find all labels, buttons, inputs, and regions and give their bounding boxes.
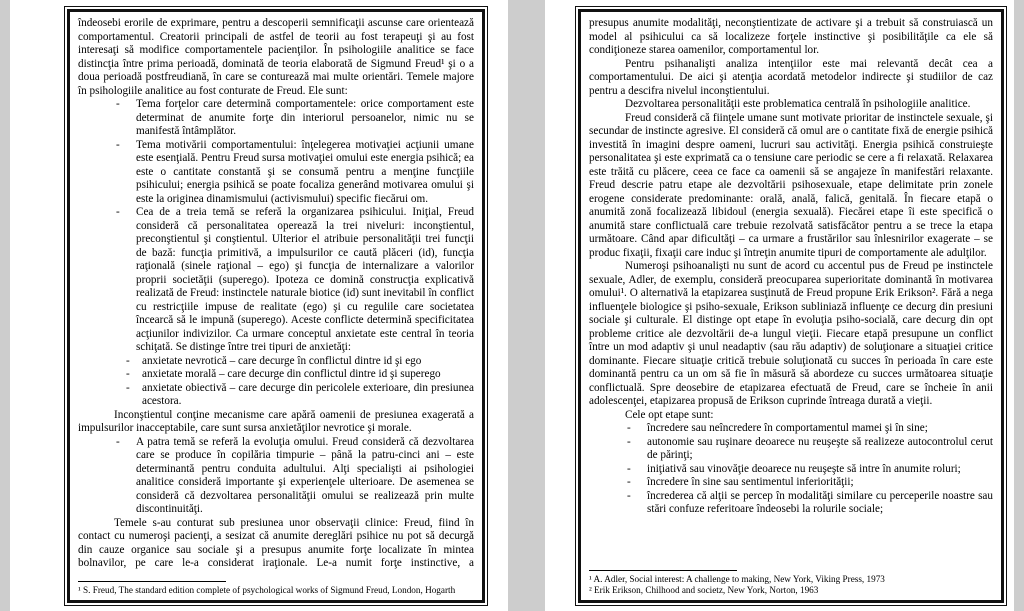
page-content-right [578,9,1004,603]
page-border-right [575,6,1007,606]
list-item-anxiety-2 [78,368,474,382]
list-item-stage-1 [589,422,993,436]
footnote-area-right [589,570,993,597]
list-item-stage-4 [589,476,993,490]
footnote-separator [78,581,226,582]
paragraph-freud-stages: Freud consideră că fiinţele umane sunt motivate prioritar de instinctele sexuale, şi secundar de instincte agresive. El consideră că omul are o cantitate fixă de energie psihică investită în imagini despre oameni, lucruri sau activităţi. Energia psihică construieşte personalitatea şi este exprimată ca o tensiune care periodic se cere a fi relaxată. Relaxarea este trăită cu plăcere, ceea ce face ca oamenii să se angajeze în manifestări relaxante. Freud descrie patru etape ale dezvoltării psihosexuale, etape delimitate prin zonele erogene considerate predominante: orală, anală, falică, genitală. În fiecare etapă o anumită zonă focalizează libidoul (energia sexuală). Fiecărei etape îi este specifică o anumită stare conflictuală care trebuie rezolvată satisfăcător pentru a se trece la etapa următoare. Când apar dificultăţi – ca urmare a frustărilor sau înlesnirilor exagerate – se produc fixaţii, fixaţii care induc şi întreţin anumite tipuri de comportamente ale adulţilor. [589,111,993,259]
paragraph-intro: îndeosebi erorile de exprimare, pentru a descoperii semnificaţii ascunse care orientează comportamentul. Creatorii principali de astfel de teorii au fost terapeuţi şi au fost interesaţi să modifice comportamentele pacienţilor. În psihologiile analitice se face distincţia între prima perioadă, dominată de teoria elaborată de Sigmund Freud¹ şi o a doua perioadă postfreudiană, în care se conturează mai multe orientări. Temele majore în psihologiile analitice au fost conturate de Freud. Ele sunt: [78,17,474,97]
list-item-text: Tema motivării comportamentului: înţelegerea motivaţiei acţiunii umane este esenţială. Pentru Freud sursa motivaţiei omului este energia psihică; ea este o cantitate constantă şi se consumă pentru a menţine funcţiile psihicului; energia psihică se poate focaliza generând motivarea omului şi este la originea dinamismului (activismului) specific fiecărui om. [136,138,474,205]
dash-bullet: - [126,381,130,394]
list-item-text: încrederea că alţii se percep în modalităţi similare cu perceperile noastre sau stări confuze referitoare îndeosebi la rolurile sociale; [647,489,993,515]
paragraph-stages-intro: Cele opt etape sunt: [625,408,714,421]
footnote-erikson: ² Erik Erikson, Chilhood and societz, New York, Norton, 1963 [589,585,819,596]
dash-bullet: - [116,206,120,218]
dash-bullet: - [116,138,120,151]
list-item-anxiety-1 [78,355,474,369]
list-item-text: Tema forţelor care determină comportamentele: orice comportament este determinat de anumite forţe din interiorul persoanelor, nimic nu se manifestă întâmplător. [136,98,474,137]
dash-bullet: - [126,354,130,367]
dash-bullet: - [627,435,631,448]
dash-bullet: - [116,435,120,448]
paragraph-unconscious: Inconştientul conţine mecanisme care apără oamenii de presiunea exagerată a impulsurilor inacceptabile, care sunt sursa anxietăţilor nevrotice şi morale. [78,408,474,434]
paragraph-closing: Temele s-au conturat sub presiunea unor observaţii clinice: Freud, fiind în contact cu numeroşi pacienţi, a sesizat că anumite dereglări psihice nu pot să decurgă din cauze organice sau sociale şi a presupus anumite forţe localizate în mintea bolnavilor, pe care le-a considerat iraţionale. Le-a numit forţe instinctive, a [78,516,474,569]
dash-bullet: - [627,489,631,502]
dash-bullet: - [627,462,631,475]
list-item-theme-3 [78,206,474,355]
list-item-theme-4 [78,436,474,517]
list-item-stage-2 [589,436,993,463]
list-item-text: încredere în sine sau sentimentul inferiorităţii; [647,476,854,488]
list-item-text: anxietate nevrotică – care decurge în conflictul dintre id şi ego [142,354,422,367]
list-item-text: anxietate morală – care decurge din conflictul dintre id şi superego [142,368,441,380]
dash-bullet: - [126,368,130,380]
list-item-text: anxietate obiectivă – care decurge din pericolele exterioare, din presiunea acestora. [142,381,474,407]
page-content-left [67,9,485,603]
footnote-freud: ¹ S. Freud, The standard edition complete of psychological works of Sigmund Freud, London, Hogarth [78,585,456,596]
list-item-theme-1 [78,98,474,139]
dash-bullet: - [627,476,631,488]
footnote-adler: ¹ A. Adler, Social interest: A challenge to making, New York, Viking Press, 1973 [589,573,885,584]
list-item-stage-5 [589,490,993,517]
list-item-text: iniţiativă sau vinovăţie deoarece nu reuşeşte să intre în anumite roluri; [647,462,961,475]
paragraph-development: Dezvoltarea personalităţii este problematica centrală în psihologiile analitice. [625,98,971,110]
document-page-right [545,0,1014,611]
paragraph-continuation: presupus anumite modalităţi, neconştientizate de activare şi a trebuit să construiască un model al psihicului ca să localizeze forţele instinctive şi posibilităţile ca ele să condiţioneze starea oamenilor, comportamentul lor. [589,17,993,56]
list-item-text: Cea de a treia temă se referă la organizarea psihicului. Iniţial, Freud consideră că personalitatea operează la trei niveluri: inconştientul, preconştientul şi conştientul. Ulterior el atribuie personalităţii trei funcţii de bază: funcţia primitivă, a impulsurilor ce caută plăceri (id), funcţia raţională (sinele raţional – ego) şi funcţia de internalizare a valorilor proprii societăţii (superego). Ipoteza ce domină construcţia explicativă realizată de Freud: instinctele naturale biotice (id) sunt inevitabil în conflict cu restricţiile impuse de realitate (ego) şi cu regulile care societatea încearcă să le impună (superego). Aceste conflicte determină specificitatea acţiunilor indivizilor. Ca urmare conceptul anxietate este central în teoria schiţată. Se distinge între trei tipuri de anxietăţi: [136,206,474,353]
list-item-stage-3 [589,463,993,477]
footnote-area-left [78,581,474,597]
dash-bullet: - [627,422,631,434]
list-item-text: autonomie sau ruşinare deoarece nu reuşeşte să realizeze autocontrolul cerut de părinţi; [647,435,993,461]
list-item-theme-2 [78,139,474,207]
dash-bullet: - [116,98,120,110]
footnote-separator [589,570,737,571]
page-border-left [64,6,488,606]
document-page-left [10,0,508,611]
list-item-text: A patra temă se referă la evoluţia omului. Freud consideră că dezvoltarea care se produce în copilăria timpurie – până la patru-cinci ani – este determinantă pentru conduita adultului. Alţi specialişti ai psihologiei analitice consideră importante şi experienţele ulterioare. De asemenea se consideră că dezvoltarea personalităţii omului se realizează prin multe discontinuităţi. [136,435,474,515]
paragraph-intentions: Pentru psihanalişti analiza intenţiilor este mai relevantă decât cea a comportamentului. De aici şi atenţia acordată metodelor indirecte şi studiilor de caz pentru a descifra nivelul inconştientului. [589,57,993,97]
list-item-text: încredere sau neîncredere în comportamentul mamei şi în sine; [647,422,928,434]
list-item-anxiety-3 [78,382,474,409]
paragraph-erikson: Numeroşi psihoanalişti nu sunt de acord cu accentul pus de Freud pe instinctele sexuale, Adler, de exemplu, consideră preocuparea superioritate dominantă în motivarea omului¹. O alternativă la etapizarea susţinută de Freud propune Erik Erikson². Fără a nega influenţele biologice şi psiho-sexuale, Erikson subliniază influenţe ce decurg din presiuni sociale şi culturale. El distinge opt etape în evoluţia psiho-socială, care decurg din opt probleme critice ale dezvoltării de-a lungul vieţii. Fiecare etapă presupune un conflict între un mod adaptiv şi unul neadaptiv (sau rău adaptiv) de soluţionare a situaţiei critice dominante. Fiecare situaţie critică trebuie soluţionată cu succes în perioada în care este dominantă pentru ca un om să fie în măsură să abordeze cu succes următoarea situaţie conflictuală. Spre deosebire de etapizarea efectuată de Freud, care se încheie în anii adolescenţei, etapizarea propusă de Erikson cuprinde întreaga durată a vieţii. [589,260,993,407]
